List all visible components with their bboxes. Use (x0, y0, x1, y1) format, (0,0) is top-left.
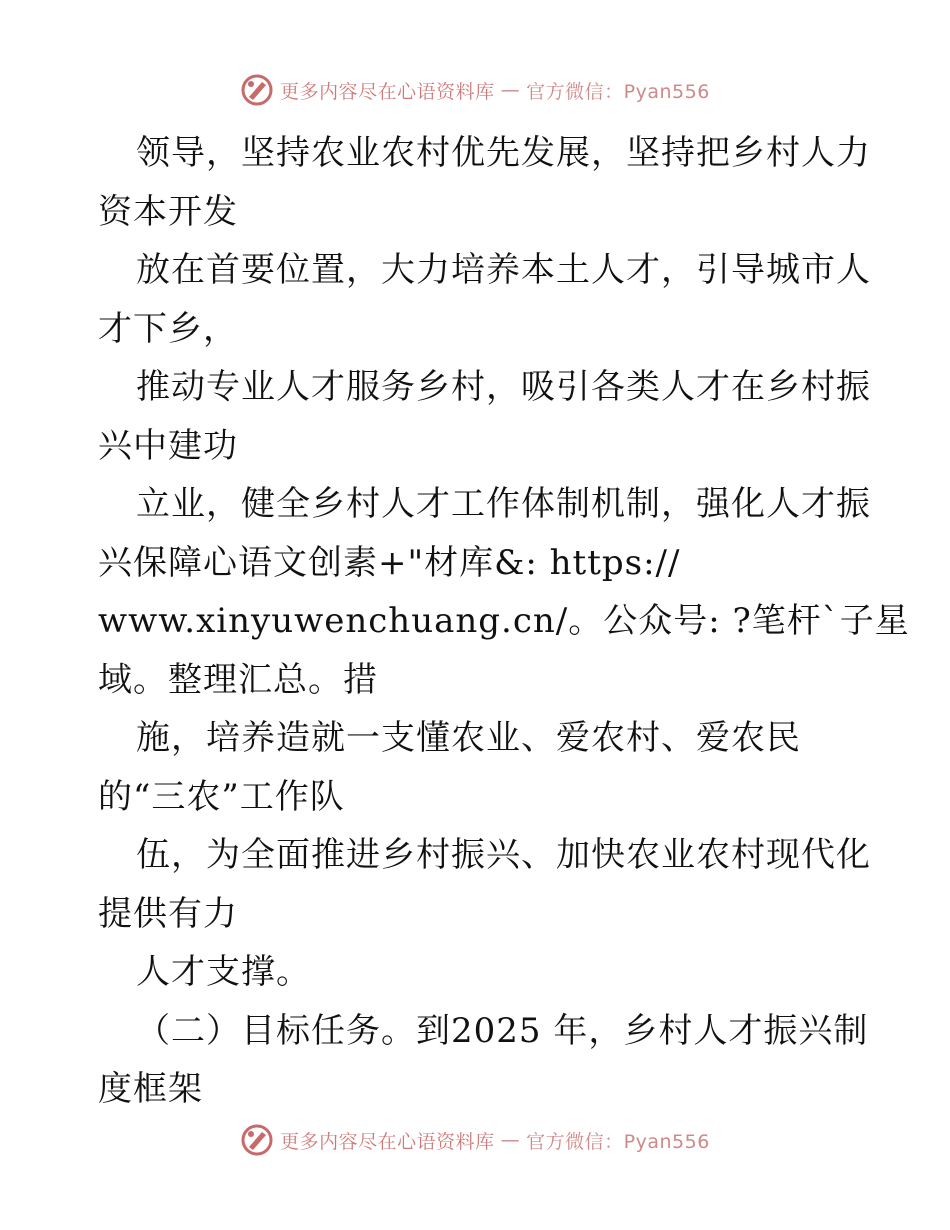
body-line: 度框架 (98, 1069, 203, 1109)
body-line: 领导，坚持农业农村优先发展，坚持把乡村人力 (136, 133, 871, 173)
body-line: 施，培养造就一支懂农业、爱农村、爱农民 (136, 718, 801, 758)
body-line: 伍，为全面推进乡村振兴、加快农业农村现代化 (136, 835, 871, 875)
header-watermark (0, 70, 950, 110)
body-line: （二）目标任务。到2025 年，乡村人才振兴制 (136, 1010, 869, 1051)
body-line: 提供有力 (98, 893, 238, 934)
logo-stamp-icon (240, 1123, 274, 1157)
body-line: 兴保障心语文创素+"材库&: https:// (98, 542, 681, 583)
watermark-text: 更多内容尽在心语资料库 (280, 1130, 495, 1153)
body-line: 立业，健全乡村人才工作体制机制，强化人才振 (136, 484, 871, 524)
watermark-tail: 官方微信：Pyan556 (526, 80, 710, 103)
watermark-tail: 官方微信：Pyan556 (526, 1130, 710, 1153)
body-line: 放在首要位置，大力培养本土人才，引导城市人 (136, 250, 871, 290)
logo-stamp-icon (240, 73, 274, 107)
body-line: 才下乡， (98, 308, 238, 349)
watermark-text: 更多内容尽在心语资料库 (280, 80, 495, 103)
footer-watermark (0, 1120, 950, 1160)
body-line: 推动专业人才服务乡村，吸引各类人才在乡村振 (136, 367, 871, 407)
body-line: www.xinyuwenchuang.cn/。公众号: ?笔杆`子星 (98, 601, 910, 641)
body-line: 兴中建功 (98, 425, 238, 466)
body-line: 人才支撑。 (136, 952, 311, 992)
body-line: 资本开发 (98, 191, 238, 232)
body-line: 的“三农”工作队 (98, 776, 345, 817)
watermark-separator: — (500, 79, 521, 101)
watermark-separator: — (500, 1129, 521, 1151)
document-body (98, 124, 910, 1119)
body-line: 域。整理汇总。措 (98, 659, 378, 700)
